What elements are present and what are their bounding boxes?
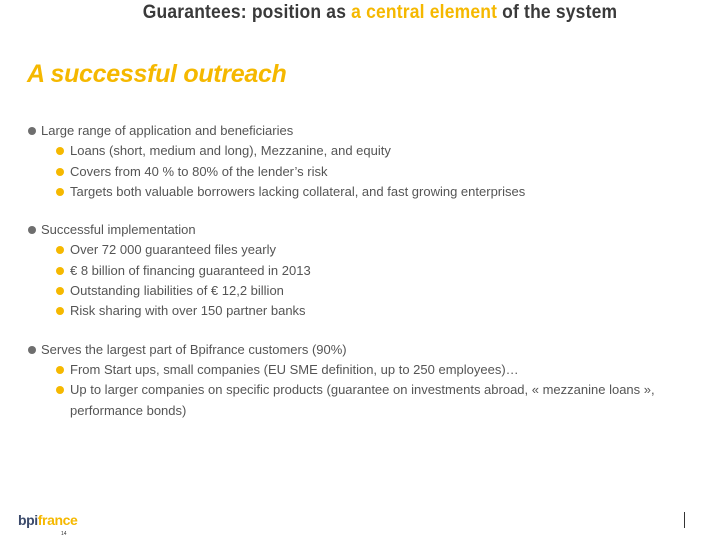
gray-bullet-icon bbox=[28, 226, 36, 234]
bullet-heading-text: Successful implementation bbox=[41, 222, 196, 238]
bullet-item bbox=[27, 301, 697, 321]
bullet-item-text: Loans (short, medium and long), Mezzanine, and equity bbox=[70, 143, 391, 159]
bullet-item bbox=[27, 380, 697, 421]
yellow-bullet-icon bbox=[56, 147, 64, 155]
bullet-heading-text: Serves the largest part of Bpifrance customers (90%) bbox=[41, 341, 347, 357]
page-number: 14 bbox=[61, 531, 67, 537]
bullet-item bbox=[27, 141, 697, 161]
yellow-bullet-icon bbox=[56, 307, 64, 315]
slide-title-accent: a central element bbox=[351, 2, 498, 23]
bullet-item-text: Up to larger companies on specific products (guarantee on investments abroad, « mezzanine loans », performance bonds) bbox=[70, 382, 655, 418]
bullet-item bbox=[27, 162, 697, 182]
slide-title-part1: Guarantees: position as bbox=[142, 2, 352, 23]
bullet-list bbox=[27, 121, 697, 439]
bullet-section bbox=[27, 121, 697, 202]
bullet-item-text: Risk sharing with over 150 partner banks bbox=[70, 303, 306, 319]
bullet-item-text: Outstanding liabilities of € 12,2 billion bbox=[70, 283, 284, 299]
bullet-item bbox=[27, 360, 697, 380]
yellow-bullet-icon bbox=[56, 386, 64, 394]
logo-france-text: france bbox=[37, 512, 78, 528]
bullet-item-text: From Start ups, small companies (EU SME definition, up to 250 employees)… bbox=[70, 361, 519, 377]
bpifrance-logo bbox=[18, 510, 77, 530]
bullet-heading-text: Large range of application and beneficiaries bbox=[41, 123, 294, 138]
yellow-bullet-icon bbox=[56, 168, 64, 176]
gray-bullet-icon bbox=[28, 127, 36, 135]
slide-title bbox=[30, 0, 720, 26]
bullet-item bbox=[27, 281, 697, 301]
bullet-item bbox=[27, 261, 697, 281]
yellow-bullet-icon bbox=[56, 246, 64, 254]
bullet-item-text: € 8 billion of financing guaranteed in 2013 bbox=[70, 262, 311, 278]
yellow-bullet-icon bbox=[56, 366, 64, 374]
bullet-heading bbox=[27, 340, 697, 360]
yellow-bullet-icon bbox=[56, 188, 64, 196]
bullet-heading bbox=[27, 220, 697, 240]
gray-bullet-icon bbox=[28, 346, 36, 354]
bullet-section bbox=[27, 340, 697, 421]
bullet-item bbox=[27, 240, 697, 260]
bullet-section bbox=[27, 220, 697, 321]
bullet-item-text: Over 72 000 guaranteed files yearly bbox=[70, 242, 276, 258]
bullet-heading bbox=[27, 121, 697, 141]
yellow-bullet-icon bbox=[56, 287, 64, 295]
bullet-item-text: Targets both valuable borrowers lacking collateral, and fast growing enterprises bbox=[70, 183, 526, 199]
bullet-item-text: Covers from 40 % to 80% of the lender’s risk bbox=[70, 163, 328, 179]
slide-title-part2: of the system bbox=[497, 2, 618, 23]
divider-line bbox=[684, 512, 685, 528]
logo-bpi-text: bpi bbox=[18, 512, 38, 528]
section-subtitle: A successful outreach bbox=[27, 60, 287, 88]
bullet-item bbox=[27, 182, 697, 202]
yellow-bullet-icon bbox=[56, 267, 64, 275]
